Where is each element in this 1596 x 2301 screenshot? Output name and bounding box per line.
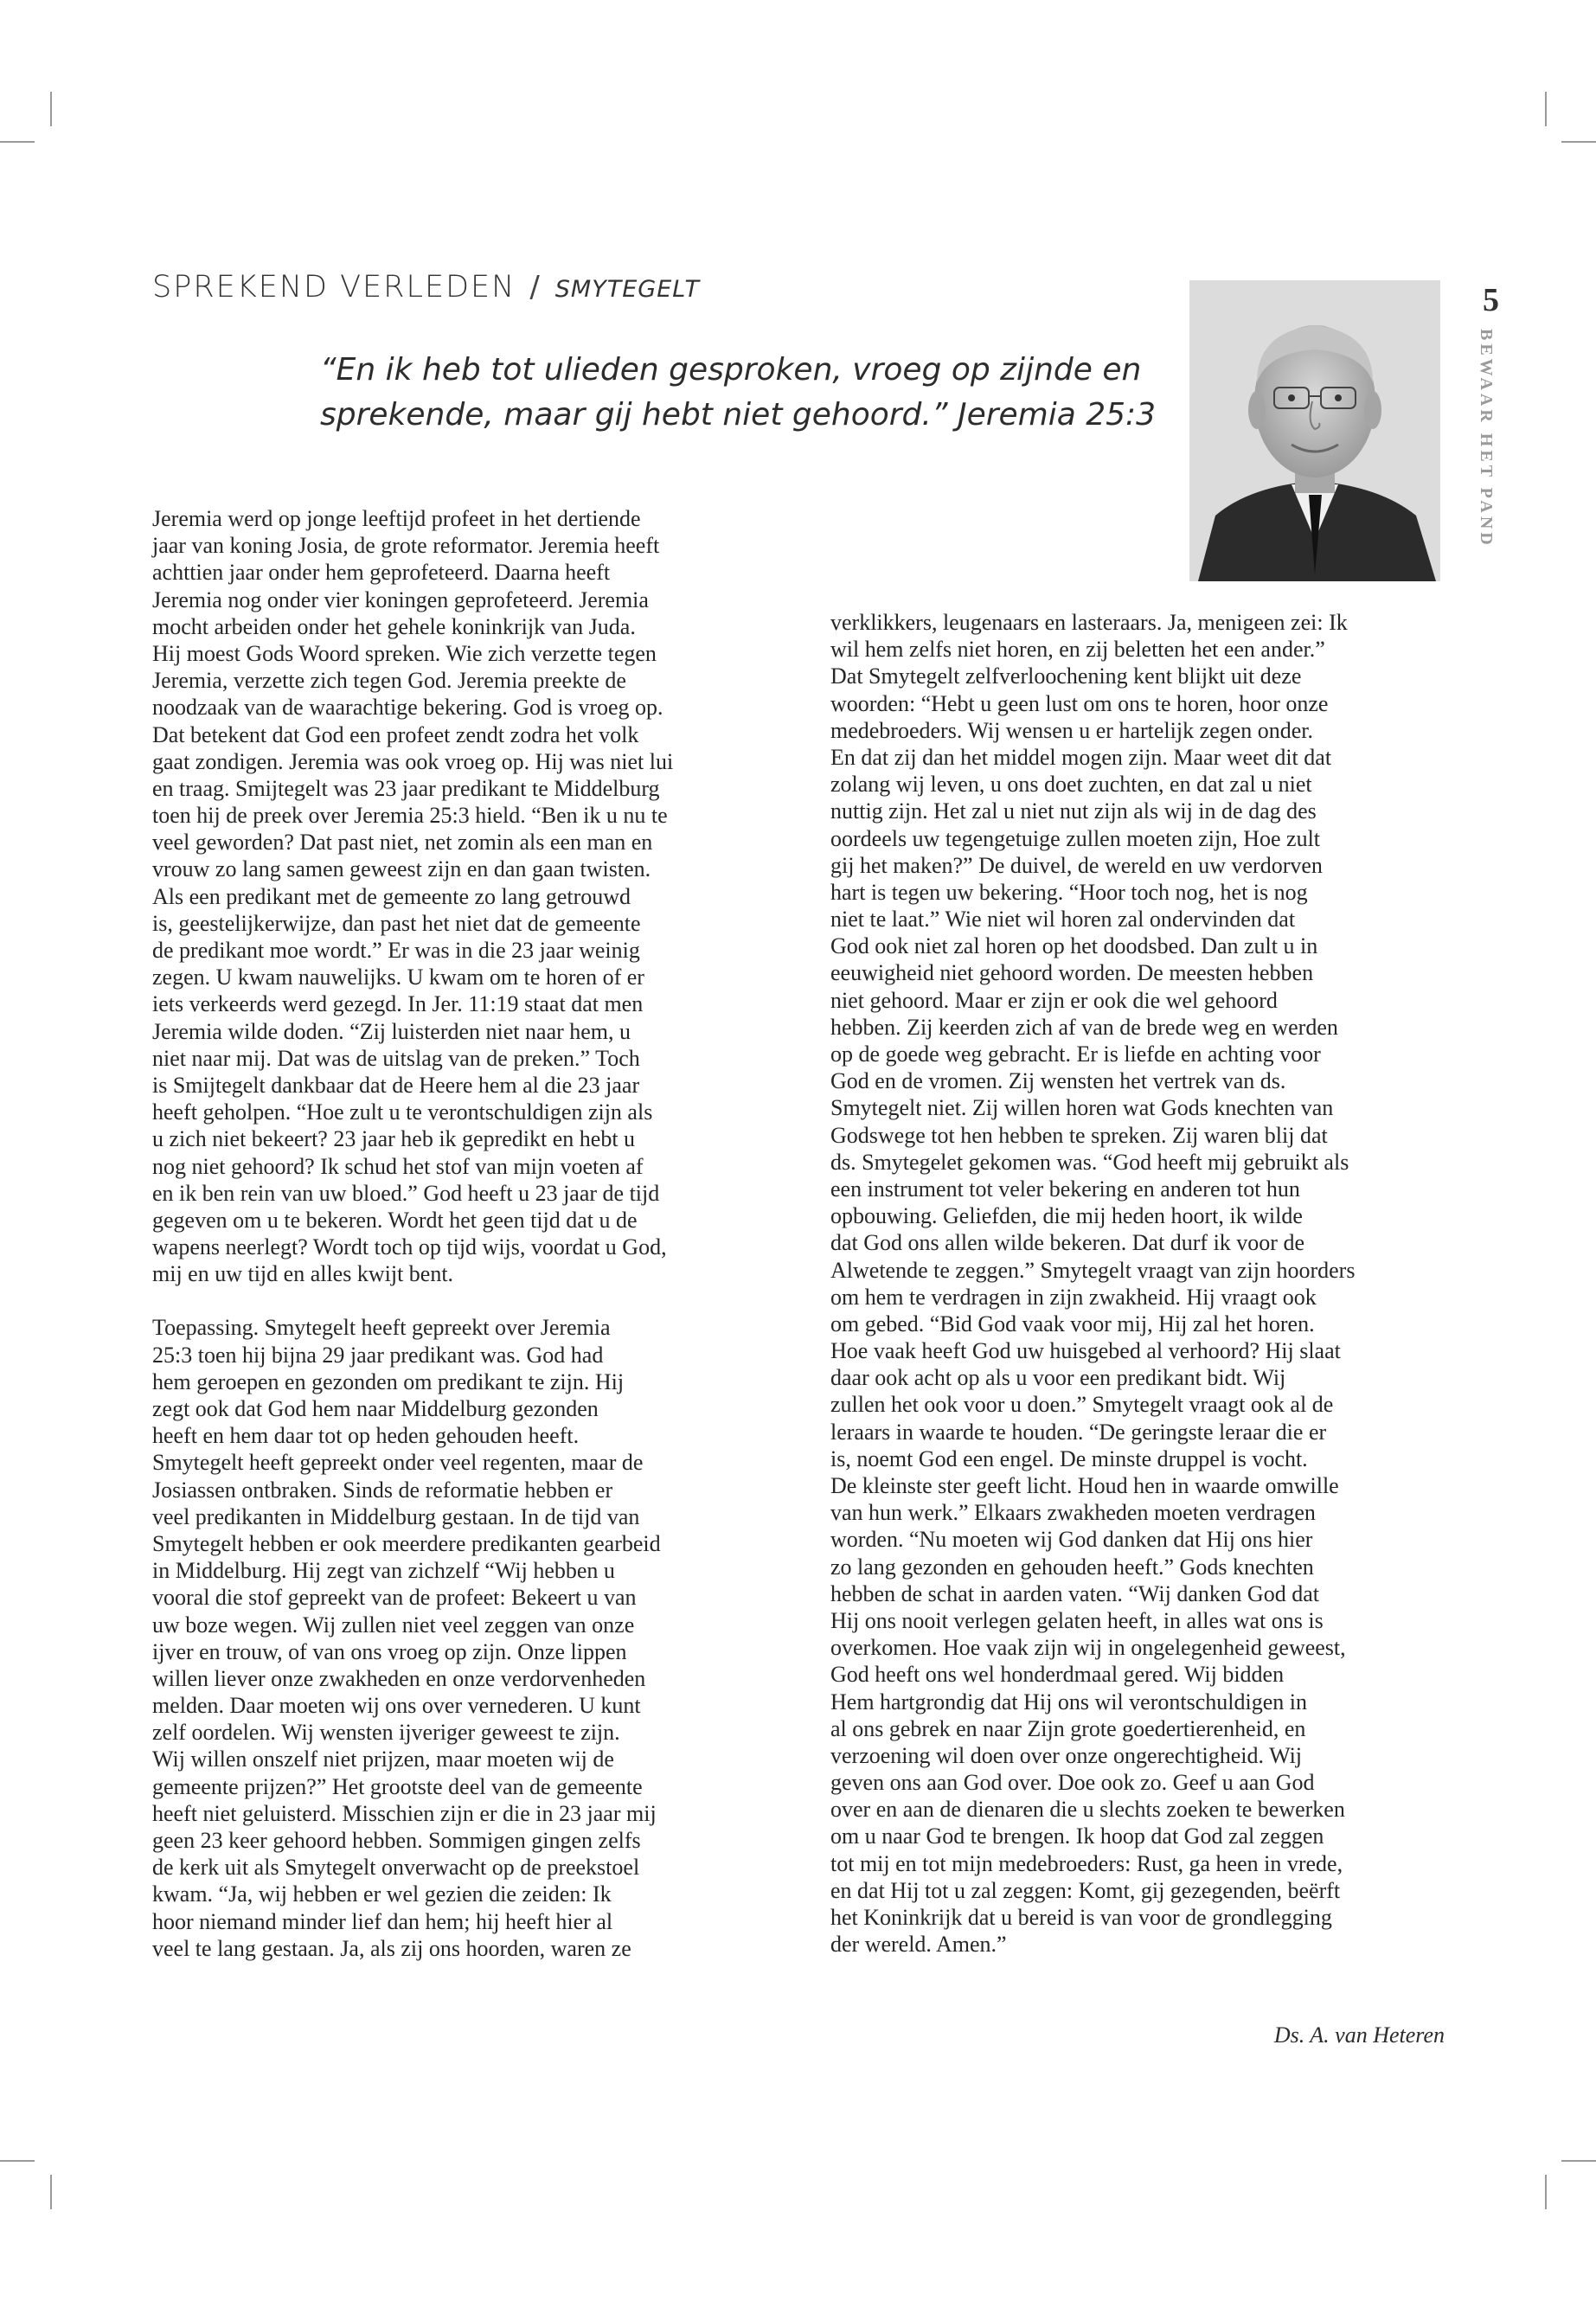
text-line: Als een predikant met de gemeente zo lang getrouwd: [152, 883, 631, 909]
text-line: is Smijtegelt dankbaar dat de Heere hem al die 23 jaar: [152, 1072, 640, 1098]
text-line: God en de vromen. Zij wensten het vertrek van ds.: [830, 1068, 1286, 1094]
text-line: Jeremia nog onder vier koningen geprofeteerd. Jeremia: [152, 586, 649, 612]
quote-line: “En ik heb tot ulieden gesproken, vroeg op zijnde en: [320, 352, 1142, 388]
text-line: vrouw zo lang samen geweest zijn en dan gaan twisten.: [152, 856, 651, 882]
text-line: u zich niet bekeert? 23 jaar heb ik gepredikt en hebt u: [152, 1126, 636, 1152]
author-portrait: [1189, 280, 1440, 581]
text-line: der wereld. Amen.”: [830, 1932, 1007, 1958]
text-line: gij het maken?” De duivel, de wereld en uw verdorven: [830, 852, 1323, 878]
text-line: Smytegelt heeft gepreekt onder veel regenten, maar de: [152, 1450, 644, 1476]
text-line: heeft niet geluisterd. Misschien zijn er die in 23 jaar mij: [152, 1800, 657, 1826]
text-line: Dat betekent dat God een profeet zendt zodra het volk: [152, 721, 639, 747]
section-subtitle: SMYTEGELT: [554, 276, 700, 303]
text-line: veel te lang gestaan. Ja, als zij ons hoorden, waren ze: [152, 1935, 631, 1961]
text-line: worden. “Nu moeten wij God danken dat Hij ons hier: [830, 1527, 1313, 1553]
text-line: God ook niet zal horen op het doodsbed. Dan zult u in: [830, 933, 1318, 959]
header-separator: /: [529, 270, 542, 304]
text-line: melden. Daar moeten wij ons over vernederen. U kunt: [152, 1693, 641, 1719]
crop-mark: [50, 2175, 52, 2209]
text-line: van hun werk.” Elkaars zwakheden moeten verdragen: [830, 1500, 1316, 1526]
crop-mark: [1561, 141, 1596, 143]
text-line: nog niet gehoord? Ik schud het stof van mijn voeten af: [152, 1153, 644, 1179]
crop-mark: [1545, 2175, 1547, 2209]
text-line: om gebed. “Bid God vaak voor mij, Hij zal het horen.: [830, 1311, 1315, 1336]
text-line: is, geestelijkerwijze, dan past het niet dat de gemeente: [152, 910, 641, 936]
text-line: Alwetende te zeggen.” Smytegelt vraagt van zijn hoorders: [830, 1257, 1356, 1283]
quote-line: sprekende, maar gij hebt niet gehoord.” Jeremia 25:3: [320, 397, 1157, 433]
text-line: is, noemt God een engel. De minste druppel is vocht.: [830, 1445, 1308, 1471]
running-title: BEWAAR HET PAND: [1477, 329, 1496, 548]
text-line: uw boze wegen. Wij zullen niet veel zeggen van onze: [152, 1612, 635, 1638]
text-line: God heeft ons wel honderdmaal gered. Wij bidden: [830, 1662, 1285, 1688]
text-line: mij en uw tijd en alles kwijt bent.: [152, 1261, 454, 1287]
text-line: tot mij en tot mijn medebroeders: Rust, ga heen in vrede,: [830, 1850, 1343, 1876]
text-line: Josiassen ontbraken. Sinds de reformatie hebben er: [152, 1477, 613, 1503]
text-line: Hoe vaak heeft God uw huisgebed al verhoord? Hij slaat: [830, 1338, 1341, 1364]
crop-mark: [1561, 2160, 1596, 2162]
text-line: vooral die stof gepreekt van de profeet: Bekeert u van: [152, 1585, 637, 1611]
text-line: zullen het ook voor u doen.” Smytegelt vraagt ook al de: [830, 1392, 1334, 1418]
text-line: veel geworden? Dat past niet, net zomin als een man en: [152, 830, 653, 856]
text-line: gegeven om u te bekeren. Wordt het geen tijd dat u de: [152, 1207, 638, 1233]
text-line: zegen. U kwam nauwelijks. U kwam om te horen of er: [152, 965, 644, 990]
section-title: SPREKEND VERLEDEN: [152, 270, 516, 304]
text-line: nuttig zijn. Het zal u niet nut zijn als wij in de dag des: [830, 798, 1317, 824]
pull-quote: [320, 348, 1157, 438]
text-line: het Koninkrijk dat u bereid is van voor de grondlegging: [830, 1905, 1332, 1930]
crop-mark: [0, 141, 35, 143]
text-line: ijver en trouw, of van ons vroeg op zijn. Onze lippen: [152, 1638, 627, 1664]
text-line: de predikant moe wordt.” Er was in die 23 jaar weinig: [152, 938, 640, 963]
text-line: opbouwing. Geliefden, die mij heden hoort, ik wilde: [830, 1203, 1303, 1229]
text-line: en traag. Smijtegelt was 23 jaar predikant te Middelburg: [152, 775, 660, 801]
text-line: hebben de schat in aarden vaten. “Wij danken God dat: [830, 1580, 1319, 1606]
text-line: zegt ook dat God hem naar Middelburg gezonden: [152, 1396, 599, 1421]
text-line: zo lang gezonden en gehouden heeft.” Gods knechten: [830, 1554, 1314, 1580]
text-line: eeuwigheid niet gehoord worden. De meesten hebben: [830, 960, 1314, 986]
text-line: verzoening wil doen over onze ongerechtigheid. Wij: [830, 1742, 1303, 1768]
text-line: gemeente prijzen?” Het grootste deel van de gemeente: [152, 1773, 643, 1799]
text-line: overkomen. Hoe vaak zijn wij in ongelegenheid geweest,: [830, 1635, 1346, 1661]
text-line: noodzaak van de waarachtige bekering. God is vroeg op.: [152, 695, 663, 721]
text-line: Hij ons nooit verlegen gelaten heeft, in alles wat ons is: [830, 1607, 1324, 1633]
text-line: achttien jaar onder hem geprofeteerd. Daarna heeft: [152, 560, 611, 586]
text-line: Jeremia, verzette zich tegen God. Jeremia preekte de: [152, 668, 626, 694]
text-line: over en aan de dienaren die u slechts zoeken te bewerken: [830, 1797, 1345, 1823]
text-line: om u naar God te brengen. Ik hoop dat God zal zeggen: [830, 1823, 1324, 1849]
text-line: Godswege tot hen hebben te spreken. Zij waren blij dat: [830, 1122, 1328, 1148]
crop-mark: [1545, 92, 1547, 126]
text-line: en ik ben rein van uw bloed.” God heeft u 23 jaar de tijd: [152, 1180, 660, 1206]
text-line: om hem te verdragen in zijn zwakheid. Hij vraagt ook: [830, 1284, 1317, 1310]
text-line: en dat Hij tot u zal zeggen: Komt, gij gezegenden, beërft: [830, 1877, 1341, 1903]
section-header: [152, 270, 700, 304]
text-line: veel predikanten in Middelburg gestaan. In de tijd van: [152, 1503, 640, 1529]
text-line: willen liever onze zwakheden en onze verdorvenheden: [152, 1665, 646, 1691]
portrait-illustration: [1189, 280, 1440, 581]
text-line: geven ons aan God over. Doe ook zo. Geef u aan God: [830, 1770, 1315, 1796]
text-line: wapens neerlegt? Wordt toch op tijd wijs, voordat u God,: [152, 1234, 667, 1260]
paragraph: [152, 505, 673, 1287]
text-line: Smytegelt hebben er ook meerdere predikanten gearbeid: [152, 1530, 661, 1556]
right-column: [830, 609, 1355, 1958]
paragraph: [830, 609, 1355, 1958]
text-line: Smytegelt niet. Zij willen horen wat Gods knechten van: [830, 1095, 1334, 1121]
text-line: heeft geholpen. “Hoe zult u te verontschuldigen zijn als: [152, 1099, 653, 1125]
text-line: medebroeders. Wij wensen u er hartelijk zegen onder.: [830, 717, 1313, 743]
left-column: [152, 505, 673, 1962]
page-number: 5: [1483, 282, 1499, 318]
text-line: hebben. Zij keerden zich af van de brede weg en werden: [830, 1014, 1338, 1040]
text-line: daar ook acht op als u voor een predikant bidt. Wij: [830, 1365, 1286, 1391]
text-line: wil hem zelfs niet horen, en zij beletten het een ander.”: [830, 637, 1325, 663]
text-line: oordeels uw tegengetuige zullen moeten zijn, Hoe zult: [830, 825, 1321, 851]
crop-mark: [50, 92, 52, 126]
text-line: hart is tegen uw bekering. “Hoor toch nog, het is nog: [830, 879, 1308, 905]
text-line: heeft en hem daar tot op heden gehouden heeft.: [152, 1423, 580, 1449]
paragraph: [152, 1314, 673, 1962]
text-line: hem geroepen en gezonden om predikant te zijn. Hij: [152, 1368, 625, 1394]
text-line: Hem hartgrondig dat Hij ons wil verontschuldigen in: [830, 1689, 1307, 1715]
text-line: 25:3 toen hij bijna 29 jaar predikant was. God had: [152, 1342, 604, 1368]
author-signature: Ds. A. van Heteren: [1273, 2022, 1445, 2048]
text-line: gaat zondigen. Jeremia was ook vroeg op. Hij was niet lui: [152, 748, 674, 774]
text-line: mocht arbeiden onder het gehele koninkrijk van Juda.: [152, 613, 636, 639]
text-line: De kleinste ster geeft licht. Houd hen in waarde omwille: [830, 1473, 1339, 1498]
text-line: Jeremia wilde doden. “Zij luisterden niet naar hem, u: [152, 1018, 631, 1044]
text-line: zelf oordelen. Wij wensten ijveriger geweest te zijn.: [152, 1720, 620, 1746]
text-line: leraars in waarde te houden. “De geringste leraar die er: [830, 1419, 1327, 1445]
text-line: jaar van koning Josia, de grote reformator. Jeremia heeft: [152, 533, 660, 559]
text-line: op de goede weg gebracht. Er is liefde en achting voor: [830, 1042, 1321, 1067]
text-line: toen hij de preek over Jeremia 25:3 hield. “Ben ik u nu te: [152, 803, 668, 829]
text-line: woorden: “Hebt u geen lust om ons te horen, hoor onze: [830, 690, 1329, 716]
text-line: niet gehoord. Maar er zijn er ook die wel gehoord: [830, 987, 1278, 1013]
text-line: zolang wij leven, u ons doet zuchten, en dat zal u niet: [830, 772, 1312, 798]
text-line: Hij moest Gods Woord spreken. Wie zich verzette tegen: [152, 640, 657, 666]
text-line: verklikkers, leugenaars en lasteraars. Ja, menigeen zei: Ik: [830, 610, 1348, 635]
text-line: iets verkeerds werd gezegd. In Jer. 11:19 staat dat men: [152, 991, 644, 1017]
crop-mark: [0, 2160, 35, 2162]
text-line: al ons gebrek en naar Zijn grote goedertierenheid, en: [830, 1715, 1306, 1741]
text-line: niet naar mij. Dat was de uitslag van de preken.” Toch: [152, 1045, 640, 1071]
text-line: hoor niemand minder lief dan hem; hij heeft hier al: [152, 1908, 613, 1934]
text-line: En dat zij dan het middel mogen zijn. Maar weet dit dat: [830, 744, 1332, 770]
text-line: de kerk uit als Smytegelt onverwacht op de preekstoel: [152, 1855, 640, 1881]
text-line: ds. Smytegelet gekomen was. “God heeft mij gebruikt als: [830, 1149, 1349, 1175]
text-line: Toepassing. Smytegelt heeft gepreekt over Jeremia: [152, 1315, 611, 1341]
text-line: Jeremia werd op jonge leeftijd profeet in het dertiende: [152, 506, 641, 531]
text-line: in Middelburg. Hij zegt van zichzelf “Wij hebben u: [152, 1558, 615, 1584]
text-line: Wij willen onszelf niet prijzen, maar moeten wij de: [152, 1747, 614, 1772]
text-line: een instrument tot veler bekering en anderen tot hun: [830, 1176, 1300, 1202]
text-line: dat God ons allen wilde bekeren. Dat durf ik voor de: [830, 1230, 1305, 1256]
text-line: Dat Smytegelt zelfverloochening kent blijkt uit deze: [830, 663, 1302, 689]
text-line: kwam. “Ja, wij hebben er wel gezien die zeiden: Ik: [152, 1881, 612, 1907]
text-line: geen 23 keer gehoord hebben. Sommigen gingen zelfs: [152, 1828, 641, 1853]
text-line: niet te laat.” Wie niet wil horen zal ondervinden dat: [830, 907, 1296, 933]
